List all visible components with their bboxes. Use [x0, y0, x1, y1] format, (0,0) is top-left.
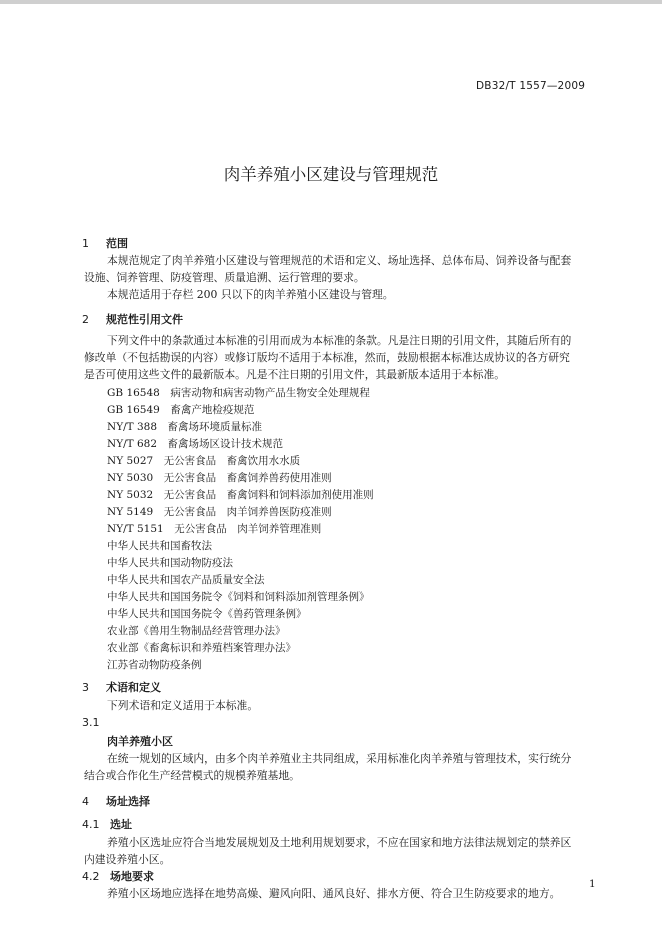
term-title: 肉羊养殖小区 — [107, 735, 173, 748]
reference-item: NY 5032 无公害食品 畜禽饲料和饲料添加剂使用准则 — [107, 489, 374, 501]
paragraph-line: 本规范适用于存栏 200 只以下的肉羊养殖小区建设与管理。 — [107, 288, 394, 301]
paragraph-line: 养殖小区选址应符合当地发展规划及土地利用规划要求，不应在国家和地方法律法规划定的禁养区 — [107, 836, 572, 849]
reference-item: NY/T 5151 无公害食品 肉羊饲养管理准则 — [107, 523, 322, 535]
section-title: 场址选择 — [106, 795, 150, 808]
section-number: 3 — [82, 681, 89, 694]
paragraph-line: 设施、饲养管理、防疫管理、质量追溯、运行管理的要求。 — [84, 271, 365, 284]
paragraph-line: 是否可使用这些文件的最新版本。凡是不注日期的引用文件，其最新版本适用于本标准。 — [84, 368, 506, 381]
reference-item: 中华人民共和国农产品质量安全法 — [107, 574, 265, 586]
paragraph-line: 在统一规划的区域内，由多个肉羊养殖业主共同组成，采用标准化肉羊养殖与管理技术，实行统分 — [107, 752, 572, 765]
reference-item: 农业部《畜禽标识和养殖档案管理办法》 — [107, 642, 296, 654]
section-title: 术语和定义 — [106, 681, 161, 694]
paragraph-line: 修改单（不包括勘误的内容）或修订版均不适用于本标准，然而，鼓励根据本标准达成协议的各方研究 — [84, 351, 570, 364]
term-heading — [107, 733, 173, 749]
scan-edge-strip — [0, 0, 662, 4]
subsection-title: 选址 — [110, 818, 132, 831]
paragraph-line: 结合或合作化生产经营模式的规模养殖基地。 — [84, 769, 300, 782]
section-4-heading — [82, 793, 150, 809]
page-title: 肉羊养殖小区建设与管理规范 — [223, 165, 439, 184]
reference-item: GB 16548 病害动物和病害动物产品生物安全处理规程 — [107, 387, 370, 399]
section-2-heading — [82, 311, 183, 327]
reference-item: 农业部《兽用生物制品经营管理办法》 — [107, 625, 286, 637]
section-number: 1 — [82, 237, 89, 250]
subsection-number: 3.1 — [82, 716, 100, 729]
reference-item: NY 5027 无公害食品 畜禽饮用水水质 — [107, 455, 301, 467]
section-3-heading — [82, 679, 161, 695]
reference-item: NY/T 388 畜禽场环境质量标准 — [107, 421, 263, 433]
reference-item: 江苏省动物防疫条例 — [107, 659, 202, 671]
section-number: 4 — [82, 795, 89, 808]
reference-item: 中华人民共和国畜牧法 — [107, 540, 212, 552]
paragraph-line: 养殖小区场地应选择在地势高燥、避风向阳、通风良好、排水方便、符合卫生防疫要求的地方。 — [107, 887, 561, 900]
subsection-number: 4.2 — [82, 870, 100, 883]
subsection-4-1-heading — [82, 816, 132, 832]
reference-item: 中华人民共和国国务院令《饲料和饲料添加剂管理条例》 — [107, 591, 370, 603]
reference-item: NY 5030 无公害食品 畜禽饲养兽药使用准则 — [107, 472, 332, 484]
page-number: 1 — [589, 878, 596, 890]
reference-item: GB 16549 畜禽产地检疫规范 — [107, 404, 255, 416]
reference-item: NY 5149 无公害食品 肉羊饲养兽医防疫准则 — [107, 506, 332, 518]
paragraph-line: 本规范规定了肉羊养殖小区建设与管理规范的术语和定义、场址选择、总体布局、饲养设备与配套 — [107, 254, 572, 267]
standard-code: DB32/T 1557—2009 — [476, 80, 586, 92]
paragraph-line: 内建设养殖小区。 — [84, 853, 171, 866]
reference-item: 中华人民共和国国务院令《兽药管理条例》 — [107, 608, 307, 620]
section-title: 范围 — [106, 237, 128, 250]
reference-item: NY/T 682 畜禽场场区设计技术规范 — [107, 438, 284, 450]
subsection-title: 场地要求 — [110, 870, 154, 883]
section-1-heading — [82, 235, 128, 251]
subsection-number: 4.1 — [82, 818, 100, 831]
reference-item: 中华人民共和国动物防疫法 — [107, 557, 233, 569]
paragraph-line: 下列术语和定义适用于本标准。 — [107, 699, 259, 712]
section-number: 2 — [82, 313, 89, 326]
section-title: 规范性引用文件 — [106, 313, 183, 326]
subsection-4-2-heading — [82, 868, 154, 884]
paragraph-line: 下列文件中的条款通过本标准的引用而成为本标准的条款。凡是注日期的引用文件，其随后所有的 — [107, 334, 572, 347]
